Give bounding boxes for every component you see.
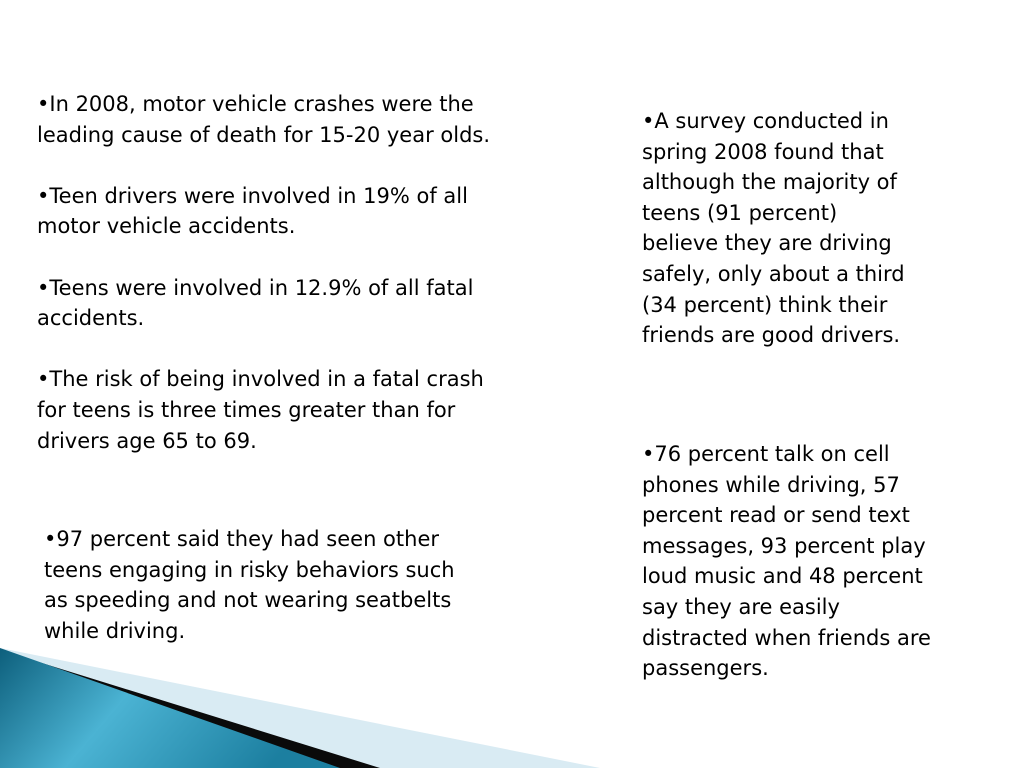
bullet-survey: •A survey conducted in spring 2008 found that although the majority of teens (91 percent) believe they are driving safely, only about a third (34 percent) think their friends are good drivers.: [642, 109, 905, 348]
pale-stripe: [0, 648, 600, 768]
bullet-fatal-accidents: •Teens were involved in 12.9% of all fatal accidents.: [37, 275, 474, 331]
bullet-crash-death: •In 2008, motor vehicle crashes were the leading cause of death for 15-20 year olds.: [37, 92, 491, 147]
right-top-bullet: [642, 106, 1002, 351]
black-stripe: [0, 650, 380, 768]
teal-wedge: [0, 648, 340, 768]
bullet-fatal-risk: •The risk of being involved in a fatal crash for teens is three times greater than for drivers age 65 to 69.: [37, 367, 484, 453]
lower-left-bullet: [44, 524, 544, 646]
right-bottom-bullet: [642, 439, 1012, 684]
left-bullet-list: [37, 89, 597, 456]
bullet-risky-behaviors: •97 percent said they had seen other teens engaging in risky behaviors such as speeding and not wearing seatbelts while driving.: [44, 527, 455, 643]
bullet-distractions: •76 percent talk on cell phones while driving, 57 percent read or send text messages, 93 percent play loud music and 48 percent say they are easily distracted when friends are passengers.: [642, 442, 931, 681]
bullet-teen-involvement: •Teen drivers were involved in 19% of all motor vehicle accidents.: [37, 183, 468, 239]
